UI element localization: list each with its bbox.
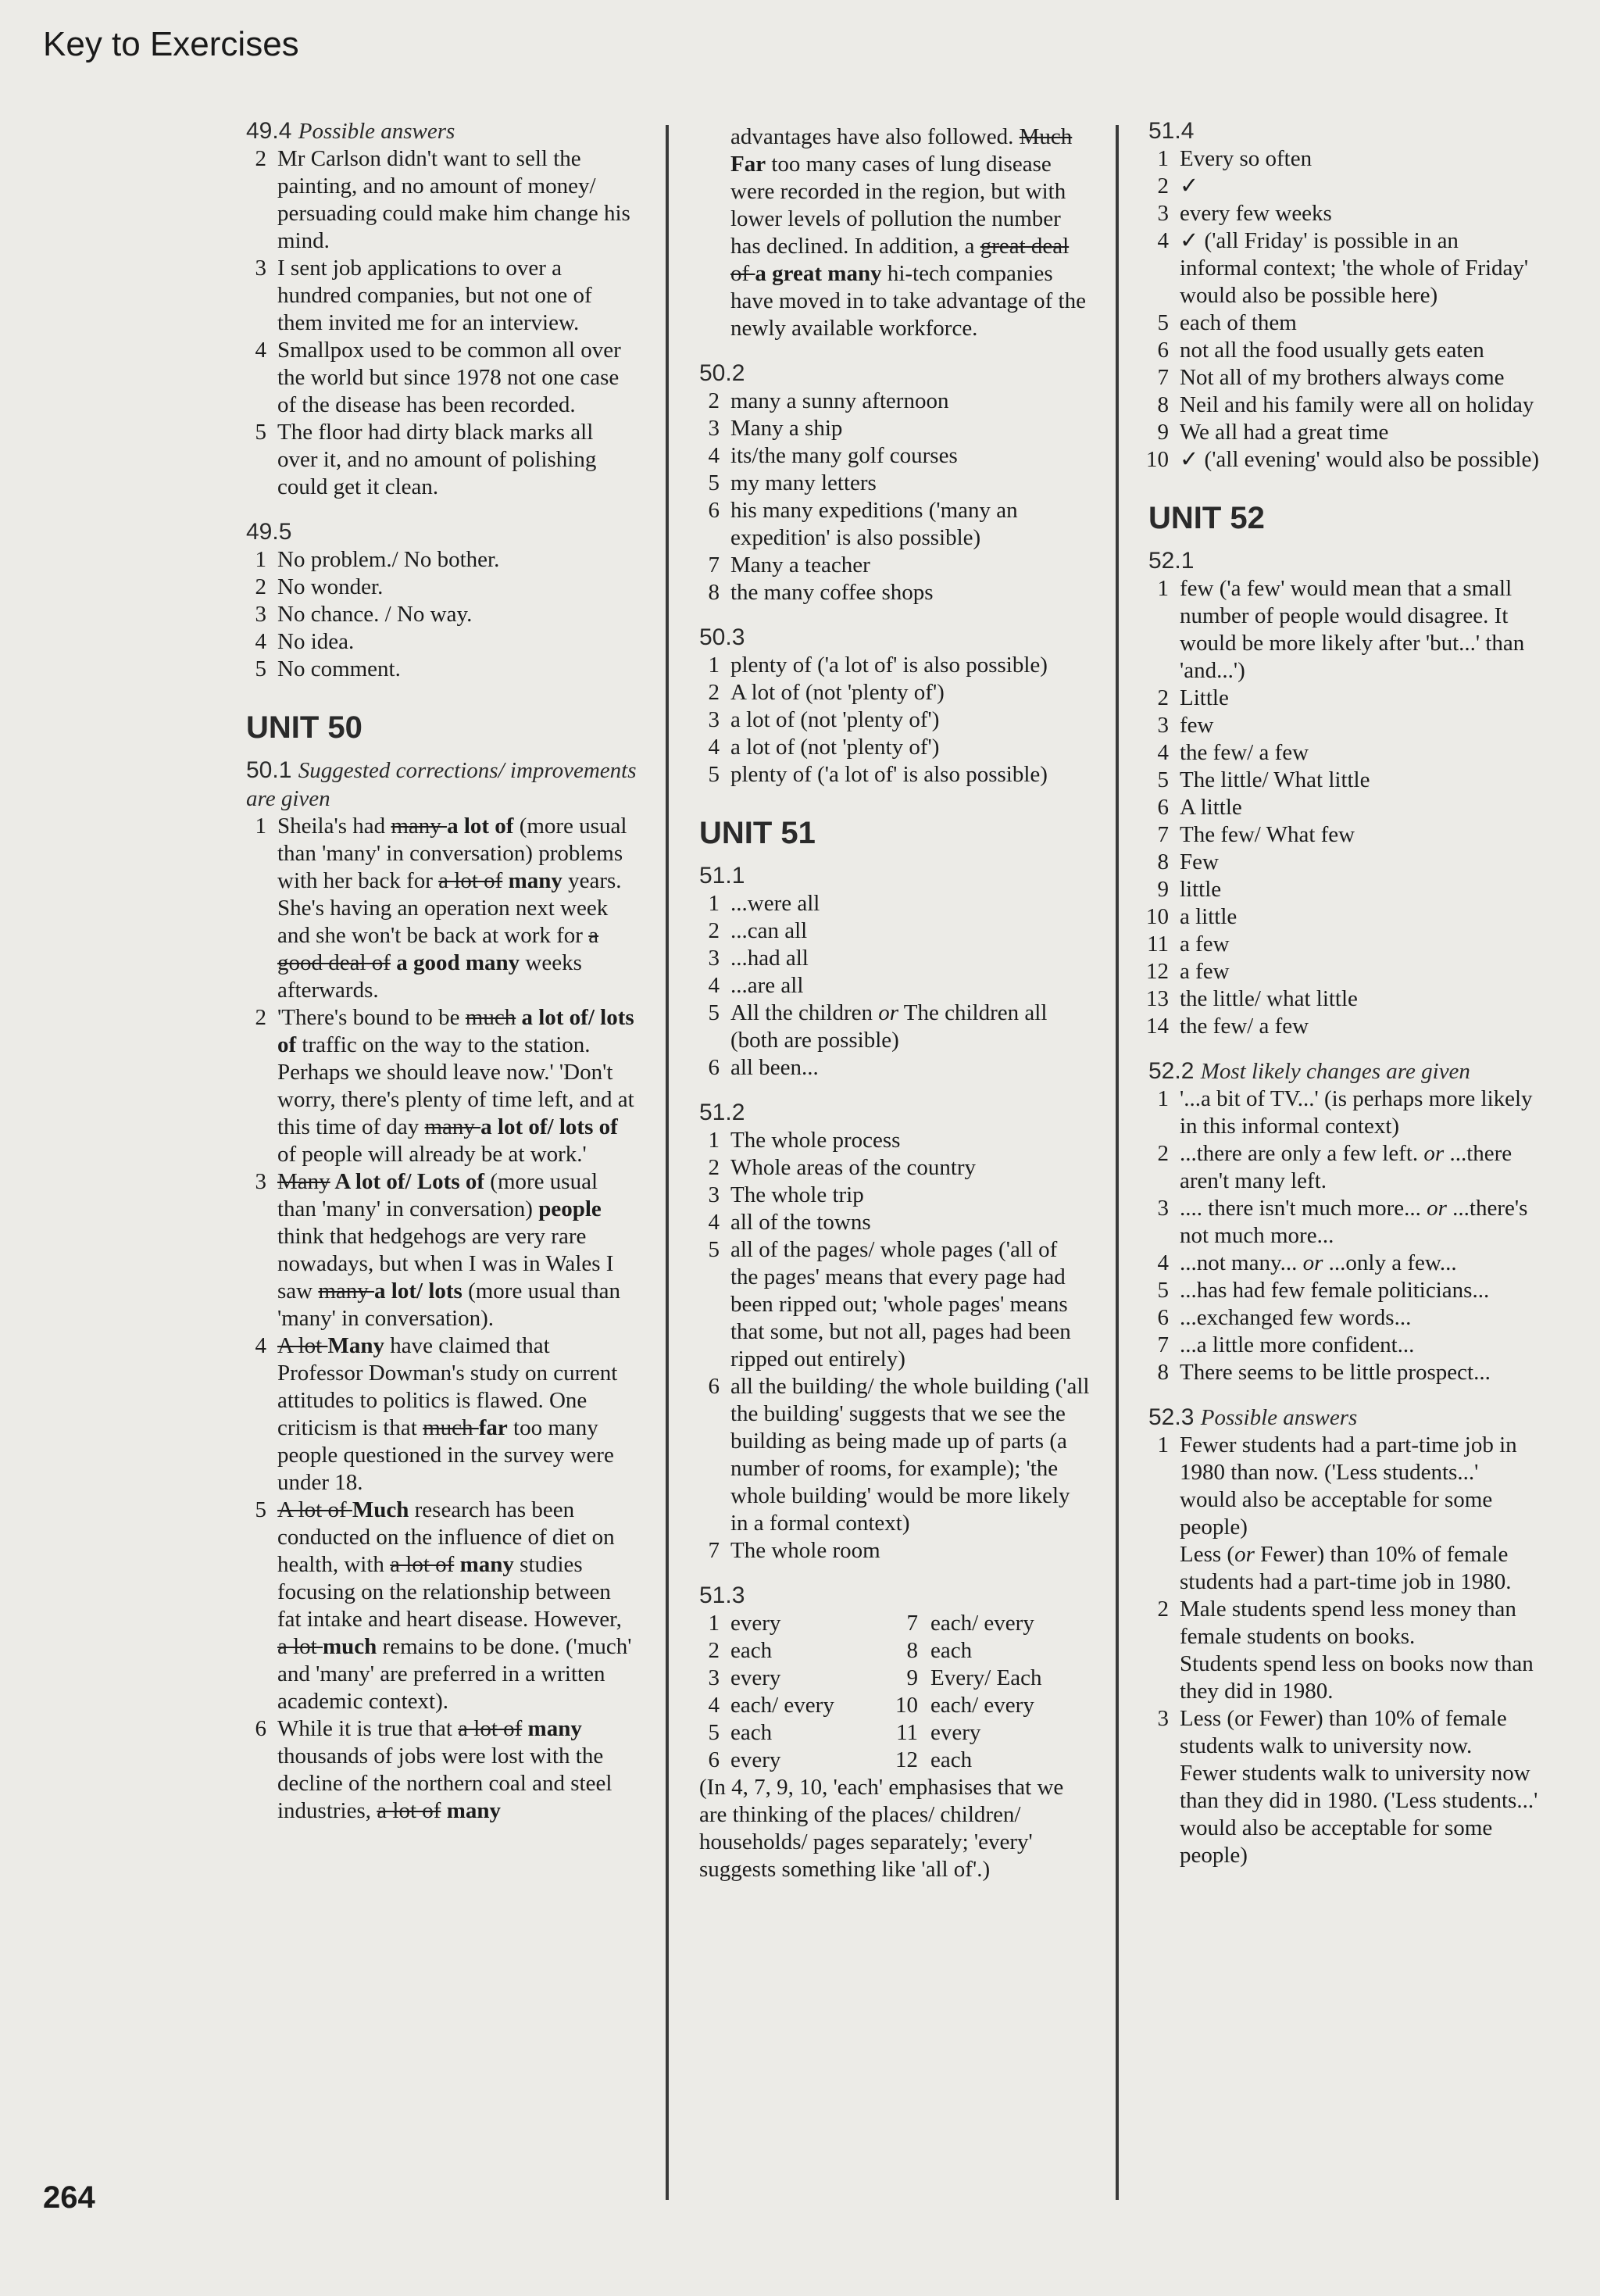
item-number: 9: [1157, 420, 1169, 445]
list-item: [246, 255, 637, 337]
item-number: 10: [895, 1693, 918, 1718]
item-text: every: [730, 1611, 781, 1636]
section-heading-52-3: 52.3 Possible answers: [1148, 1404, 1358, 1430]
item-text: little: [1180, 877, 1222, 902]
table-row: [699, 1692, 1090, 1719]
list-item: [1148, 849, 1539, 876]
list-49-5: [246, 546, 637, 683]
list-item: [1148, 446, 1539, 474]
item-number: 10: [1146, 447, 1169, 472]
item-text: each/ every: [730, 1693, 834, 1718]
list-item: 6 all been...: [699, 1054, 1090, 1082]
item-text: Neil and his family were all on holiday: [1180, 392, 1534, 417]
item-number: 2: [1157, 1141, 1169, 1166]
list-item: 3 ...had all: [699, 945, 1090, 972]
list-item: 2 ...there are only a few left. or ...there aren't many left.: [1148, 1140, 1539, 1195]
list-item: [699, 1127, 1090, 1154]
item-text: Not all of my brothers always come: [1180, 365, 1505, 390]
item-number: 3: [1157, 713, 1169, 738]
item-number: 4: [708, 443, 720, 468]
list-item: [1148, 767, 1539, 794]
list-item-50-1-1: 1 Sheila's had many a lot of (more usual than 'many' in conversation) problems with her back for a lot of many years. She's having an operation next week and she won't be back at work for a good deal of a good many weeks afterwards.: [246, 813, 637, 1004]
item-number: 7: [1157, 822, 1169, 847]
item-number: 1: [708, 891, 720, 916]
list-item: [1148, 200, 1539, 227]
table-cell: [699, 1610, 887, 1637]
item-text: the little/ what little: [1180, 986, 1358, 1011]
item-number: 6: [708, 1055, 720, 1080]
list-item: [699, 1236, 1090, 1373]
item-text: ✓ ('all evening' would also be possible): [1180, 447, 1539, 472]
item-text: Smallpox used to be common all over the world but since 1978 not one case of the disease has been recorded.: [277, 338, 621, 417]
item-number: 12: [895, 1747, 918, 1772]
item-text: We all had a great time: [1180, 420, 1389, 445]
item-text: few: [1180, 713, 1214, 738]
item-number: 6: [708, 1374, 720, 1399]
item-number: 4: [708, 1693, 720, 1718]
item-number: 2: [708, 918, 720, 943]
section-heading-51-4: 51.4: [1148, 118, 1195, 144]
item-text: every: [730, 1665, 781, 1690]
list-item: [1148, 958, 1539, 985]
item-text: ✓: [1180, 173, 1199, 198]
item-number: 6: [1157, 795, 1169, 820]
table-cell: [887, 1747, 1090, 1774]
item-number: 1: [255, 547, 266, 572]
item-number: 7: [906, 1611, 918, 1636]
item-text: A lot of (not 'plenty of'): [730, 680, 945, 705]
item-number: 7: [708, 1538, 720, 1563]
item-text: The floor had dirty black marks all over it, and no amount of polishing could get it clean.: [277, 420, 597, 499]
column-divider-right: [1116, 125, 1119, 2200]
item-text: The whole room: [730, 1538, 880, 1563]
item-text: not all the food usually gets eaten: [1180, 338, 1484, 363]
item-number: 2: [1157, 685, 1169, 710]
list-item-50-1-5: 5 A lot of Much research has been conducted on the influence of diet on health, with a lot of many studies focusing on the relationship between fat intake and heart disease. However, a lot much remains to be done. ('much' and 'many' are preferred in a written academic context).: [246, 1497, 637, 1715]
list-item: 1 Fewer students had a part-time job in 1980 than now. ('Less students...' would also be acceptable for some people) Less (or Fewer) than 10% of female students had a part-time job in 1980.: [1148, 1432, 1539, 1596]
item-text: the many coffee shops: [730, 580, 934, 605]
item-number: 2: [1157, 173, 1169, 198]
list-item: [1148, 985, 1539, 1013]
item-text: a little: [1180, 904, 1238, 929]
item-text: each: [930, 1747, 973, 1772]
item-number: 5: [255, 1497, 266, 1522]
item-number: 4: [708, 1210, 720, 1235]
item-text: No wonder.: [277, 574, 384, 599]
page-number: 264: [43, 2180, 95, 2215]
list-item: [1148, 712, 1539, 739]
item-number: 1: [255, 814, 266, 839]
section-heading-50-1: 50.1 Suggested corrections/ improvements are given: [246, 757, 637, 811]
item-number: 3: [255, 256, 266, 281]
column-2: [699, 123, 1090, 1883]
list-item: [699, 552, 1090, 579]
list-item: [1148, 876, 1539, 903]
list-item: [699, 415, 1090, 442]
note-51-3: (In 4, 7, 9, 10, 'each' emphasises that we are thinking of the places/ children/ households/ pages separately; 'every' suggests something like 'all of'.): [699, 1775, 1064, 1882]
item-number: 1: [1157, 146, 1169, 171]
list-item: [246, 337, 637, 419]
list-item-50-1-4: 4 A lot Many have claimed that Professor Dowman's study on current attitudes to politics is flawed. One criticism is that much far too many people questioned in the survey were under 18.: [246, 1332, 637, 1497]
list-item: [1148, 685, 1539, 712]
item-number: 11: [1147, 932, 1169, 957]
list-item: [246, 419, 637, 501]
item-number: 14: [1146, 1014, 1169, 1039]
item-text: Whole areas of the country: [730, 1155, 977, 1180]
item-text: each: [730, 1720, 773, 1745]
item-number: 5: [255, 420, 266, 445]
list-item-50-1-2: 2 'There's bound to be much a lot of/ lots of traffic on the way to the station. Perhaps we should leave now.' 'Don't worry, there's plenty of time left, and at this time of day many a lot of/ lots of of people will already be at work.': [246, 1004, 637, 1168]
item-number: 3: [255, 602, 266, 627]
item-number: 2: [708, 1638, 720, 1663]
item-number: 5: [708, 1000, 720, 1025]
item-text: my many letters: [730, 470, 877, 495]
item-text: each of them: [1180, 310, 1297, 335]
list-item: [1148, 173, 1539, 200]
list-item: 2 ...can all: [699, 917, 1090, 945]
section-heading-51-2: 51.2: [699, 1100, 745, 1125]
item-text: ✓ ('all Friday' is possible in an informal context; 'the whole of Friday' would also be possible here): [1180, 228, 1529, 308]
item-number: 2: [708, 388, 720, 413]
item-text: Many a ship: [730, 416, 843, 441]
item-number: 13: [1146, 986, 1169, 1011]
list-item-50-1-6-continued: advantages have also followed. Much Far too many cases of lung disease were recorded in the region, but with lower levels of pollution the number has declined. In addition, a great deal of a great many hi-tech companies have moved in to take advantage of the newly available workforce.: [730, 124, 1086, 341]
item-text: No chance. / No way.: [277, 602, 473, 627]
item-number: 6: [1157, 338, 1169, 363]
item-text: Mr Carlson didn't want to sell the painting, and no amount of money/ persuading could make him change his mind.: [277, 146, 630, 253]
section-heading-50-3: 50.3: [699, 624, 745, 650]
list-item: 1 '...a bit of TV...' (is perhaps more likely in this informal context): [1148, 1085, 1539, 1140]
table-cell: [887, 1692, 1090, 1719]
item-text: Every/ Each: [930, 1665, 1042, 1690]
list-item-50-1-6: 6 While it is true that a lot of many thousands of jobs were lost with the decline of the northern coal and steel industries, a lot of many: [246, 1715, 637, 1825]
list-item: [699, 1182, 1090, 1209]
item-number: 4: [1157, 228, 1169, 253]
item-number: 3: [255, 1169, 266, 1194]
list-item: 2 Male students spend less money than female students on books. Students spend less on books now than they did in 1980.: [1148, 1596, 1539, 1705]
table-cell: [887, 1665, 1090, 1692]
item-number: 1: [1157, 1086, 1169, 1111]
column-3: [1148, 117, 1539, 1869]
item-number: 5: [708, 1720, 720, 1745]
section-heading-51-1: 51.1: [699, 863, 745, 889]
item-text: every few weeks: [1180, 201, 1332, 226]
list-50-3: [699, 652, 1090, 789]
item-number: 2: [708, 1155, 720, 1180]
list-item: [699, 470, 1090, 497]
list-item: [1148, 227, 1539, 309]
item-text: all of the pages/ whole pages ('all of the pages' means that every page had been ripped out; 'whole pages' means that some, but not all, pages had been ripped out entirely): [730, 1237, 1071, 1372]
item-text: each/ every: [930, 1693, 1034, 1718]
item-text: Every so often: [1180, 146, 1312, 171]
list-item: [1148, 309, 1539, 337]
item-text: a few: [1180, 959, 1230, 984]
item-text: many a sunny afternoon: [730, 388, 949, 413]
item-number: 8: [1157, 849, 1169, 874]
item-text: plenty of ('a lot of' is also possible): [730, 762, 1048, 787]
list-item: [246, 546, 637, 574]
list-item: [1148, 392, 1539, 419]
list-item: [1148, 794, 1539, 821]
list-item: [246, 656, 637, 683]
item-number: 8: [708, 580, 720, 605]
item-text: plenty of ('a lot of' is also possible): [730, 653, 1048, 678]
item-text: The whole process: [730, 1128, 901, 1153]
list-item: [1148, 364, 1539, 392]
item-text: a lot of (not 'plenty of'): [730, 735, 940, 760]
item-number: 1: [708, 1128, 720, 1153]
list-item: [699, 579, 1090, 606]
item-number: 1: [708, 653, 720, 678]
list-51-2: [699, 1127, 1090, 1565]
item-number: 6: [708, 498, 720, 523]
table-row: [699, 1719, 1090, 1747]
item-number: 1: [1157, 1432, 1169, 1457]
column-divider-left: [666, 125, 669, 2200]
item-number: 1: [1157, 576, 1169, 601]
section-heading-52-2: 52.2 Most likely changes are given: [1148, 1058, 1470, 1084]
item-number: 7: [1157, 365, 1169, 390]
table-cell: [699, 1719, 887, 1747]
list-item: [699, 734, 1090, 761]
item-number: 8: [1157, 1360, 1169, 1385]
item-number: 5: [1157, 767, 1169, 792]
item-number: 6: [708, 1747, 720, 1772]
list-item: 6 ...exchanged few words...: [1148, 1304, 1539, 1332]
item-number: 5: [708, 1237, 720, 1262]
item-text: each: [930, 1638, 973, 1663]
item-number: 8: [906, 1638, 918, 1663]
list-item: [1148, 739, 1539, 767]
list-item: [699, 761, 1090, 789]
item-text: the few/ a few: [1180, 740, 1309, 765]
table-cell: [887, 1610, 1090, 1637]
list-item: [246, 145, 637, 255]
item-text: every: [930, 1720, 981, 1745]
item-number: 7: [708, 553, 720, 578]
table-row: [699, 1610, 1090, 1637]
item-text: few ('a few' would mean that a small number of people would disagree. It would be more likely after 'but...' than 'and...'): [1180, 576, 1525, 683]
table-cell: [887, 1637, 1090, 1665]
list-item: [699, 442, 1090, 470]
list-item: [1148, 903, 1539, 931]
list-item: [1148, 575, 1539, 685]
list-51-4: [1148, 145, 1539, 474]
table-cell: [887, 1719, 1090, 1747]
list-52-1: [1148, 575, 1539, 1040]
column-1: [246, 117, 637, 1825]
list-item: 5 All the children or The children all (both are possible): [699, 1000, 1090, 1054]
item-text: No problem./ No bother.: [277, 547, 500, 572]
item-number: 4: [255, 629, 266, 654]
list-item: [699, 1154, 1090, 1182]
item-text: The whole trip: [730, 1182, 864, 1207]
item-number: 4: [708, 973, 720, 998]
list-item: [1148, 419, 1539, 446]
unit-52-heading: UNIT 52: [1148, 501, 1265, 535]
table-cell: [699, 1747, 887, 1774]
page-header: Key to Exercises: [43, 25, 299, 63]
item-text: all the building/ the whole building ('all the building' suggests that we see the building as being made up of parts (a number of rooms, for example); 'the whole building' would be more likely in a formal context): [730, 1374, 1090, 1536]
item-number: 8: [1157, 392, 1169, 417]
item-text: No idea.: [277, 629, 355, 654]
list-item: [246, 574, 637, 601]
item-number: 7: [1157, 1332, 1169, 1357]
item-number: 5: [1157, 310, 1169, 335]
list-item-50-1-3: 3 Many A lot of/ Lots of (more usual than 'many' in conversation) people think that hedgehogs are very rare nowadays, but when I was in Wales I saw many a lot/ lots (more usual than 'many' in conversation).: [246, 1168, 637, 1332]
list-item: 4 ...not many... or ...only a few...: [1148, 1250, 1539, 1277]
item-number: 2: [255, 146, 266, 171]
item-text: his many expeditions ('many an expedition' is also possible): [730, 498, 1018, 550]
list-item: 3 Less (or Fewer) than 10% of female students walk to university now. Fewer students walk to university now than they did in 1980. ('Less students...' would also be acceptable for some people): [1148, 1705, 1539, 1869]
item-number: 4: [255, 1333, 266, 1358]
table-row: [699, 1637, 1090, 1665]
item-number: 3: [1157, 1706, 1169, 1731]
list-item: [246, 601, 637, 628]
list-item: [1148, 337, 1539, 364]
item-text: No comment.: [277, 656, 401, 681]
section-heading-52-1: 52.1: [1148, 548, 1195, 574]
list-50-2: [699, 388, 1090, 606]
item-number: 5: [255, 656, 266, 681]
item-number: 10: [1146, 904, 1169, 929]
list-item: 5 ...has had few female politicians...: [1148, 1277, 1539, 1304]
list-item: [1148, 821, 1539, 849]
item-text: A little: [1180, 795, 1242, 820]
item-number: 3: [708, 416, 720, 441]
item-number: 5: [1157, 1278, 1169, 1303]
item-number: 12: [1146, 959, 1169, 984]
item-number: 9: [906, 1665, 918, 1690]
item-text: a lot of (not 'plenty of'): [730, 707, 940, 732]
item-text: a few: [1180, 932, 1230, 957]
item-text: Few: [1180, 849, 1219, 874]
item-number: 1: [708, 1611, 720, 1636]
item-number: 6: [255, 1716, 266, 1741]
item-text: each: [730, 1638, 773, 1663]
item-number: 3: [708, 1182, 720, 1207]
table-row: [699, 1747, 1090, 1774]
section-heading-49-4: 49.4 Possible answers: [246, 118, 455, 144]
item-number: 3: [708, 1665, 720, 1690]
table-row: [699, 1665, 1090, 1692]
item-number: 4: [1157, 1250, 1169, 1275]
item-number: 5: [708, 470, 720, 495]
item-number: 2: [255, 1005, 266, 1030]
list-item: [1148, 1013, 1539, 1040]
item-number: 11: [896, 1720, 918, 1745]
item-number: 2: [1157, 1597, 1169, 1622]
list-item: 3 .... there isn't much more... or ...there's not much more...: [1148, 1195, 1539, 1250]
list-item: [699, 1209, 1090, 1236]
item-number: 3: [1157, 1196, 1169, 1221]
section-heading-50-2: 50.2: [699, 360, 745, 386]
table-cell: [699, 1637, 887, 1665]
list-item: [699, 706, 1090, 734]
table-51-3: [699, 1610, 1090, 1774]
list-item: [699, 1373, 1090, 1537]
list-item: 7 ...a little more confident...: [1148, 1332, 1539, 1359]
item-text: the few/ a few: [1180, 1014, 1309, 1039]
section-heading-51-3: 51.3: [699, 1583, 745, 1608]
item-number: 4: [708, 735, 720, 760]
item-text: each/ every: [930, 1611, 1034, 1636]
list-item: [699, 652, 1090, 679]
list-item: 1 ...were all: [699, 890, 1090, 917]
item-number: 5: [708, 762, 720, 787]
item-number: 4: [255, 338, 266, 363]
item-text: The little/ What little: [1180, 767, 1370, 792]
unit-50-heading: UNIT 50: [246, 710, 362, 745]
unit-51-heading: UNIT 51: [699, 816, 816, 850]
item-number: 9: [1157, 877, 1169, 902]
item-number: 3: [708, 946, 720, 971]
list-item: [1148, 931, 1539, 958]
item-number: 3: [708, 707, 720, 732]
item-number: 2: [708, 680, 720, 705]
list-item: 4 ...are all: [699, 972, 1090, 1000]
item-text: Little: [1180, 685, 1229, 710]
item-text: every: [730, 1747, 781, 1772]
list-item: [246, 628, 637, 656]
list-item: [699, 1537, 1090, 1565]
table-cell: [699, 1665, 887, 1692]
list-item: [699, 679, 1090, 706]
list-item: [699, 497, 1090, 552]
list-item: 8 There seems to be little prospect...: [1148, 1359, 1539, 1386]
item-number: 3: [1157, 201, 1169, 226]
list-49-4: [246, 145, 637, 501]
item-text: its/the many golf courses: [730, 443, 958, 468]
item-text: all of the towns: [730, 1210, 871, 1235]
item-text: Many a teacher: [730, 553, 870, 578]
section-heading-49-5: 49.5: [246, 519, 292, 545]
list-item: [699, 388, 1090, 415]
item-number: 6: [1157, 1305, 1169, 1330]
item-text: The few/ What few: [1180, 822, 1355, 847]
item-number: 4: [1157, 740, 1169, 765]
list-item: [1148, 145, 1539, 173]
item-number: 2: [255, 574, 266, 599]
table-cell: [699, 1692, 887, 1719]
item-text: I sent job applications to over a hundred companies, but not one of them invited me for an interview.: [277, 256, 592, 335]
